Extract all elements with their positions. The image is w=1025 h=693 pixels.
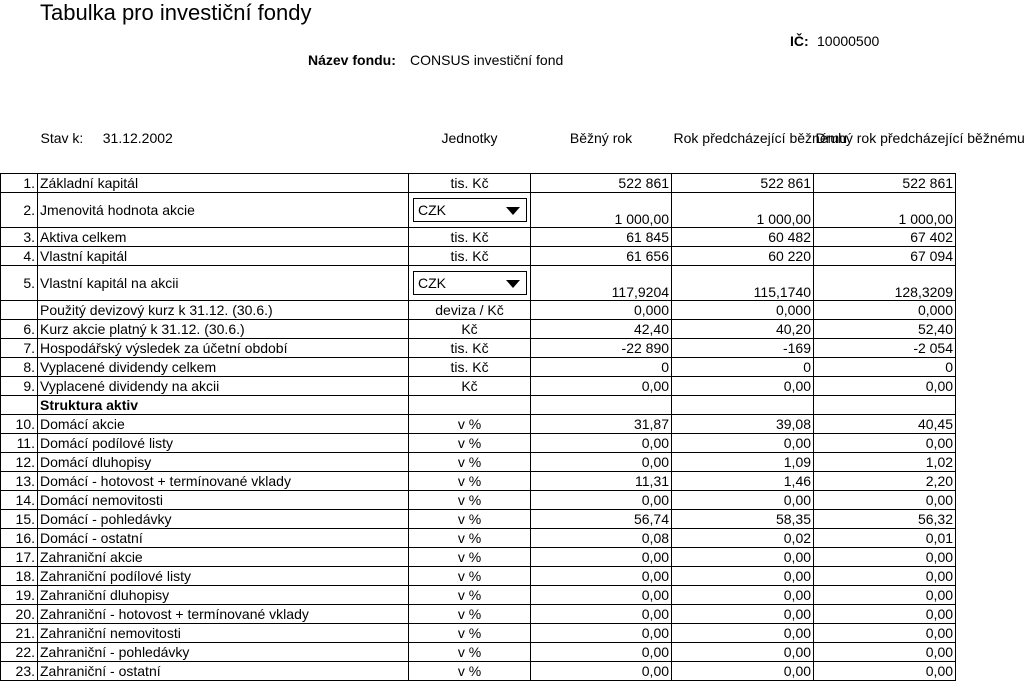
table-row xyxy=(1,471,956,490)
table-row xyxy=(1,192,956,227)
current-year-value: 42,40 xyxy=(531,319,672,338)
table-row xyxy=(1,547,956,566)
prev-year-value: 0,00 xyxy=(672,566,814,585)
row-unit: Kč xyxy=(409,376,531,395)
prev-year-value: 0,00 xyxy=(672,433,814,452)
table-row xyxy=(1,433,956,452)
current-year-value: 0,00 xyxy=(531,661,672,680)
prev2-year-value: 522 861 xyxy=(814,173,956,192)
row-number xyxy=(1,395,38,414)
currency-dropdown-value: CZK xyxy=(418,201,447,218)
current-year-value: 0,08 xyxy=(531,528,672,547)
prev2-year-value: 0,00 xyxy=(814,604,956,623)
prev-year-value: 0,00 xyxy=(672,490,814,509)
current-year-value: 56,74 xyxy=(531,509,672,528)
table-row xyxy=(1,414,956,433)
prev2-year-value: 0,00 xyxy=(814,376,956,395)
currency-dropdown[interactable] xyxy=(413,271,527,295)
row-unit: v % xyxy=(409,414,531,433)
row-unit: v % xyxy=(409,623,531,642)
row-number xyxy=(1,300,38,319)
prev2-year-value: 0,00 xyxy=(814,623,956,642)
row-unit: deviza / Kč xyxy=(409,300,531,319)
prev2-year-value: 0,00 xyxy=(814,433,956,452)
row-unit: v % xyxy=(409,547,531,566)
stav-date: 31.12.2002 xyxy=(102,130,173,147)
row-label: Jmenovitá hodnota akcie xyxy=(38,192,409,227)
current-year-value: 1 000,00 xyxy=(531,192,672,227)
fund-table xyxy=(0,104,1025,681)
prev2-year-value: 56,32 xyxy=(814,509,956,528)
prev-year-value: 0,00 xyxy=(672,547,814,566)
table-row xyxy=(1,227,956,246)
prev2-year-header: Druhý rok předcházející běžnému xyxy=(814,104,956,173)
ic-label: IČ: xyxy=(790,33,809,49)
prev2-year-value: 0,00 xyxy=(814,661,956,680)
prev2-year-value xyxy=(814,395,956,414)
current-year-value: 0,00 xyxy=(531,604,672,623)
table-row xyxy=(1,173,956,192)
row-label: Aktiva celkem xyxy=(38,227,409,246)
prev-year-value: 0,00 xyxy=(672,661,814,680)
row-number: 7. xyxy=(1,338,38,357)
table-row xyxy=(1,452,956,471)
row-unit: v % xyxy=(409,604,531,623)
prev-year-value: 0,02 xyxy=(672,528,814,547)
row-label: Domácí nemovitosti xyxy=(38,490,409,509)
ic-value: 10000500 xyxy=(817,33,880,49)
table-row xyxy=(1,357,956,376)
current-year-header: Běžný rok xyxy=(531,104,672,173)
header-row xyxy=(1,104,956,173)
prev-year-header: Rok předcházející běžnému xyxy=(672,104,814,173)
row-label: Kurz akcie platný k 31.12. (30.6.) xyxy=(38,319,409,338)
table-row xyxy=(1,246,956,265)
current-year-value: 0,00 xyxy=(531,642,672,661)
prev2-year-value: 0,01 xyxy=(814,528,956,547)
row-unit: Kč xyxy=(409,319,531,338)
row-label: Hospodářský výsledek za účetní období xyxy=(38,338,409,357)
prev2-year-value: 0 xyxy=(814,357,956,376)
row-label: Domácí - pohledávky xyxy=(38,509,409,528)
prev2-year-value: 128,3209 xyxy=(814,265,956,300)
table-row xyxy=(1,338,956,357)
row-label: Domácí akcie xyxy=(38,414,409,433)
prev2-year-value: 1,02 xyxy=(814,452,956,471)
table-row xyxy=(1,490,956,509)
row-unit: v % xyxy=(409,490,531,509)
row-number: 13. xyxy=(1,471,38,490)
row-unit: v % xyxy=(409,585,531,604)
row-label: Domácí - ostatní xyxy=(38,528,409,547)
stav-label: Stav k: xyxy=(40,130,84,147)
table-row xyxy=(1,642,956,661)
fund-name-value: CONSUS investiční fond xyxy=(410,52,564,68)
row-label: Domácí podílové listy xyxy=(38,433,409,452)
row-number: 16. xyxy=(1,528,38,547)
stav-cell xyxy=(1,104,409,173)
current-year-value: 522 861 xyxy=(531,173,672,192)
prev2-year-value: 67 402 xyxy=(814,227,956,246)
row-number: 4. xyxy=(1,246,38,265)
row-label: Zahraniční - pohledávky xyxy=(38,642,409,661)
currency-dropdown-value: CZK xyxy=(418,274,447,291)
row-label: Vyplacené dividendy celkem xyxy=(38,357,409,376)
row-number: 10. xyxy=(1,414,38,433)
prev-year-value: 58,35 xyxy=(672,509,814,528)
prev2-year-value: -2 054 xyxy=(814,338,956,357)
row-number: 17. xyxy=(1,547,38,566)
prev-year-value: -169 xyxy=(672,338,814,357)
prev2-year-value: 0,00 xyxy=(814,566,956,585)
row-label: Zahraniční dluhopisy xyxy=(38,585,409,604)
current-year-value: -22 890 xyxy=(531,338,672,357)
current-year-value: 61 845 xyxy=(531,227,672,246)
row-label: Vlastní kapitál xyxy=(38,246,409,265)
currency-dropdown[interactable] xyxy=(413,198,527,222)
row-label: Zahraniční - ostatní xyxy=(38,661,409,680)
row-unit: tis. Kč xyxy=(409,338,531,357)
prev2-year-value: 0,00 xyxy=(814,490,956,509)
prev-year-value: 0,00 xyxy=(672,604,814,623)
row-number: 1. xyxy=(1,173,38,192)
row-number: 8. xyxy=(1,357,38,376)
row-number: 20. xyxy=(1,604,38,623)
table-row xyxy=(1,300,956,319)
table-row xyxy=(1,566,956,585)
row-number: 11. xyxy=(1,433,38,452)
row-number: 14. xyxy=(1,490,38,509)
fund-name-label: Název fondu: xyxy=(308,52,396,68)
row-unit: v % xyxy=(409,452,531,471)
row-unit: tis. Kč xyxy=(409,173,531,192)
prev-year-value: 60 220 xyxy=(672,246,814,265)
row-number: 23. xyxy=(1,661,38,680)
prev2-year-value: 2,20 xyxy=(814,471,956,490)
current-year-value: 0,00 xyxy=(531,376,672,395)
prev-year-value: 0,00 xyxy=(672,623,814,642)
row-unit: v % xyxy=(409,509,531,528)
row-number: 18. xyxy=(1,566,38,585)
row-label: Struktura aktiv xyxy=(38,395,409,414)
row-unit xyxy=(409,395,531,414)
current-year-value: 0,00 xyxy=(531,623,672,642)
current-year-value: 0,000 xyxy=(531,300,672,319)
row-label: Zahraniční - hotovost + termínované vklady xyxy=(38,604,409,623)
row-number: 2. xyxy=(1,192,38,227)
row-unit: v % xyxy=(409,471,531,490)
table-row xyxy=(1,623,956,642)
currency-dropdown-cell xyxy=(409,192,531,227)
row-number: 3. xyxy=(1,227,38,246)
current-year-value: 0,00 xyxy=(531,585,672,604)
prev-year-value: 522 861 xyxy=(672,173,814,192)
row-label: Vlastní kapitál na akcii xyxy=(38,265,409,300)
prev-year-value: 40,20 xyxy=(672,319,814,338)
current-year-value: 0,00 xyxy=(531,452,672,471)
current-year-value: 0,00 xyxy=(531,490,672,509)
row-unit: tis. Kč xyxy=(409,357,531,376)
page-title: Tabulka pro investiční fondy xyxy=(40,0,312,25)
row-label: Vyplacené dividendy na akcii xyxy=(38,376,409,395)
table-row xyxy=(1,585,956,604)
prev-year-value: 0,00 xyxy=(672,376,814,395)
table-row xyxy=(1,509,956,528)
prev2-year-value: 0,000 xyxy=(814,300,956,319)
row-unit: tis. Kč xyxy=(409,227,531,246)
current-year-value: 11,31 xyxy=(531,471,672,490)
prev2-year-value: 40,45 xyxy=(814,414,956,433)
prev2-year-value: 52,40 xyxy=(814,319,956,338)
row-unit: tis. Kč xyxy=(409,246,531,265)
prev2-year-value: 67 094 xyxy=(814,246,956,265)
current-year-value xyxy=(531,395,672,414)
caret-down-icon[interactable] xyxy=(506,207,520,215)
prev2-year-value: 0,00 xyxy=(814,547,956,566)
prev-year-value: 1,46 xyxy=(672,471,814,490)
row-unit: v % xyxy=(409,528,531,547)
prev-year-value: 60 482 xyxy=(672,227,814,246)
row-label: Použitý devizový kurz k 31.12. (30.6.) xyxy=(38,300,409,319)
units-header: Jednotky xyxy=(409,104,531,173)
row-number: 15. xyxy=(1,509,38,528)
prev-year-value: 0,00 xyxy=(672,585,814,604)
row-number: 12. xyxy=(1,452,38,471)
current-year-value: 0 xyxy=(531,357,672,376)
prev-year-value: 0 xyxy=(672,357,814,376)
row-number: 21. xyxy=(1,623,38,642)
current-year-value: 0,00 xyxy=(531,547,672,566)
prev-year-value: 1 000,00 xyxy=(672,192,814,227)
caret-down-icon[interactable] xyxy=(506,280,520,288)
table-row xyxy=(1,661,956,680)
current-year-value: 31,87 xyxy=(531,414,672,433)
row-unit: v % xyxy=(409,566,531,585)
row-number: 5. xyxy=(1,265,38,300)
row-unit: v % xyxy=(409,642,531,661)
table-row xyxy=(1,395,956,414)
row-label: Zahraniční nemovitosti xyxy=(38,623,409,642)
prev-year-value: 0,00 xyxy=(672,642,814,661)
current-year-value: 61 656 xyxy=(531,246,672,265)
table-row xyxy=(1,319,956,338)
current-year-value: 0,00 xyxy=(531,433,672,452)
row-label: Zahraniční akcie xyxy=(38,547,409,566)
table-row xyxy=(1,604,956,623)
row-unit: v % xyxy=(409,661,531,680)
row-number: 19. xyxy=(1,585,38,604)
row-label: Základní kapitál xyxy=(38,173,409,192)
prev-year-value: 0,000 xyxy=(672,300,814,319)
prev-year-value xyxy=(672,395,814,414)
row-unit: v % xyxy=(409,433,531,452)
table-row xyxy=(1,376,956,395)
row-label: Domácí - hotovost + termínované vklady xyxy=(38,471,409,490)
prev-year-value: 1,09 xyxy=(672,452,814,471)
prev-year-value: 39,08 xyxy=(672,414,814,433)
current-year-value: 0,00 xyxy=(531,566,672,585)
prev-year-value: 115,1740 xyxy=(672,265,814,300)
currency-dropdown-cell xyxy=(409,265,531,300)
row-label: Domácí dluhopisy xyxy=(38,452,409,471)
row-number: 22. xyxy=(1,642,38,661)
prev2-year-value: 0,00 xyxy=(814,585,956,604)
table-row xyxy=(1,528,956,547)
row-label: Zahraniční podílové listy xyxy=(38,566,409,585)
table-row xyxy=(1,265,956,300)
prev2-year-value: 0,00 xyxy=(814,642,956,661)
prev2-year-value: 1 000,00 xyxy=(814,192,956,227)
row-number: 6. xyxy=(1,319,38,338)
current-year-value: 117,9204 xyxy=(531,265,672,300)
row-number: 9. xyxy=(1,376,38,395)
